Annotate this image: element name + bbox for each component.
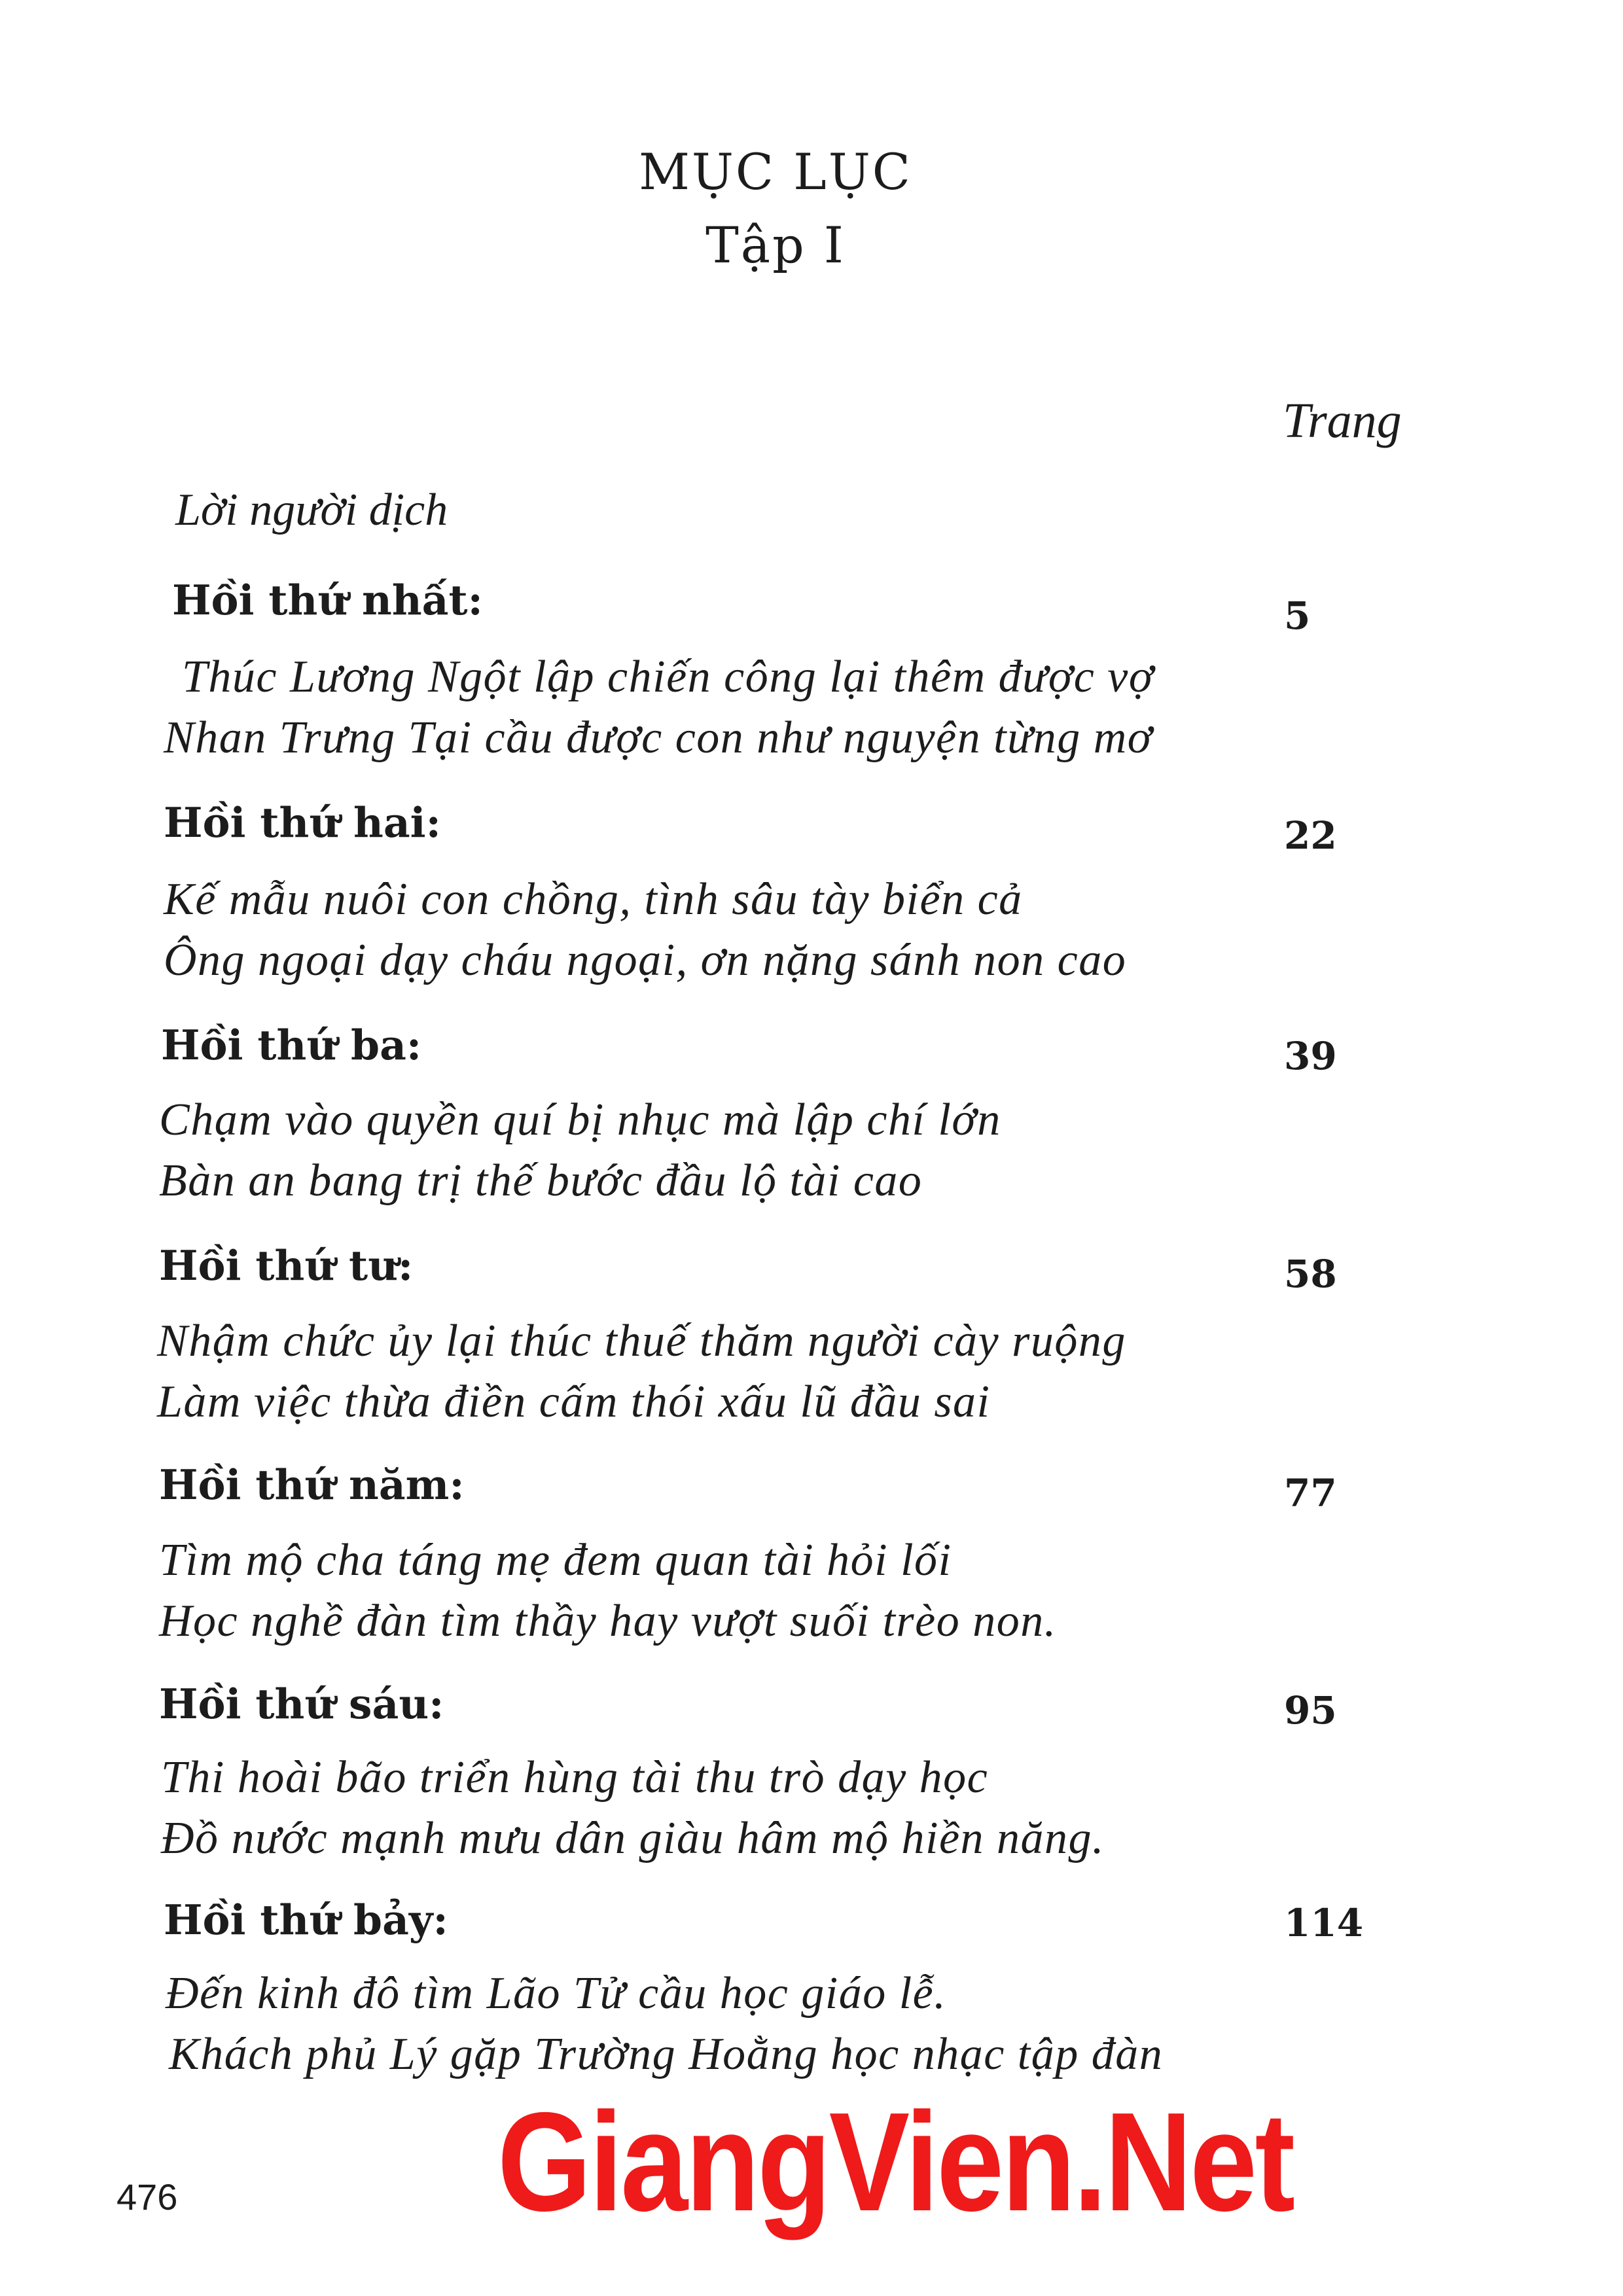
page-column-label: Trang <box>1283 393 1402 448</box>
chapter-4-heading: Hồi thứ tư: <box>159 1241 414 1290</box>
page-title: MỤC LỤC <box>639 143 912 201</box>
chapter-2-heading: Hồi thứ hai: <box>164 798 441 847</box>
chapter-5-line-1: Tìm mộ cha táng mẹ đem quan tài hỏi lối <box>159 1535 952 1585</box>
page-number: 476 <box>116 2176 178 2217</box>
chapter-4-page: 58 <box>1284 1252 1337 1296</box>
chapter-1-heading: Hồi thứ nhất: <box>172 576 483 624</box>
chapter-2-line-2: Ông ngoại dạy cháu ngoại, ơn nặng sánh non cao <box>164 935 1127 985</box>
chapter-7-line-1: Đến kinh đô tìm Lão Tử cầu học giáo lễ. <box>166 1968 947 2019</box>
chapter-6-line-2: Đồ nước mạnh mưu dân giàu hâm mộ hiền năng. <box>161 1813 1105 1863</box>
chapter-4-line-1: Nhậm chức ủy lại thúc thuế thăm người cày ruộng <box>157 1316 1126 1366</box>
chapter-7-page: 114 <box>1284 1901 1364 1945</box>
translator-foreword-entry: Lời người dịch <box>175 485 448 535</box>
chapter-7-heading: Hồi thứ bảy: <box>164 1896 448 1944</box>
chapter-4-line-2: Làm việc thừa điền cấm thói xấu lũ đầu sai <box>157 1377 991 1427</box>
chapter-6-heading: Hồi thứ sáu: <box>159 1680 444 1728</box>
chapter-7-line-2: Khách phủ Lý gặp Trường Hoằng học nhạc tập đàn <box>169 2029 1164 2079</box>
chapter-3-line-1: Chạm vào quyền quí bị nhục mà lập chí lớn <box>159 1095 1001 1145</box>
chapter-3-heading: Hồi thứ ba: <box>161 1021 422 1069</box>
chapter-5-page: 77 <box>1284 1471 1337 1515</box>
chapter-1-line-1: Thúc Lương Ngột lập chiến công lại thêm được vợ <box>182 652 1154 702</box>
chapter-1-line-2: Nhan Trưng Tại cầu được con như nguyện từng mơ <box>164 713 1153 763</box>
watermark-text: GiangVien.Net <box>497 2083 1293 2240</box>
chapter-3-page: 39 <box>1284 1034 1337 1078</box>
chapter-2-page: 22 <box>1284 813 1337 858</box>
volume-subtitle: Tập I <box>705 216 846 274</box>
chapter-5-heading: Hồi thứ năm: <box>159 1460 465 1509</box>
chapter-3-line-2: Bàn an bang trị thế bước đầu lộ tài cao <box>159 1156 923 1206</box>
chapter-6-line-1: Thi hoài bão triển hùng tài thu trò dạy học <box>161 1752 989 1803</box>
chapter-1-page: 5 <box>1284 593 1311 638</box>
chapter-5-line-2: Học nghề đàn tìm thầy hay vượt suối trèo non. <box>159 1596 1057 1646</box>
chapter-6-page: 95 <box>1284 1688 1337 1733</box>
chapter-2-line-1: Kế mẫu nuôi con chồng, tình sâu tày biển cả <box>164 874 1023 925</box>
